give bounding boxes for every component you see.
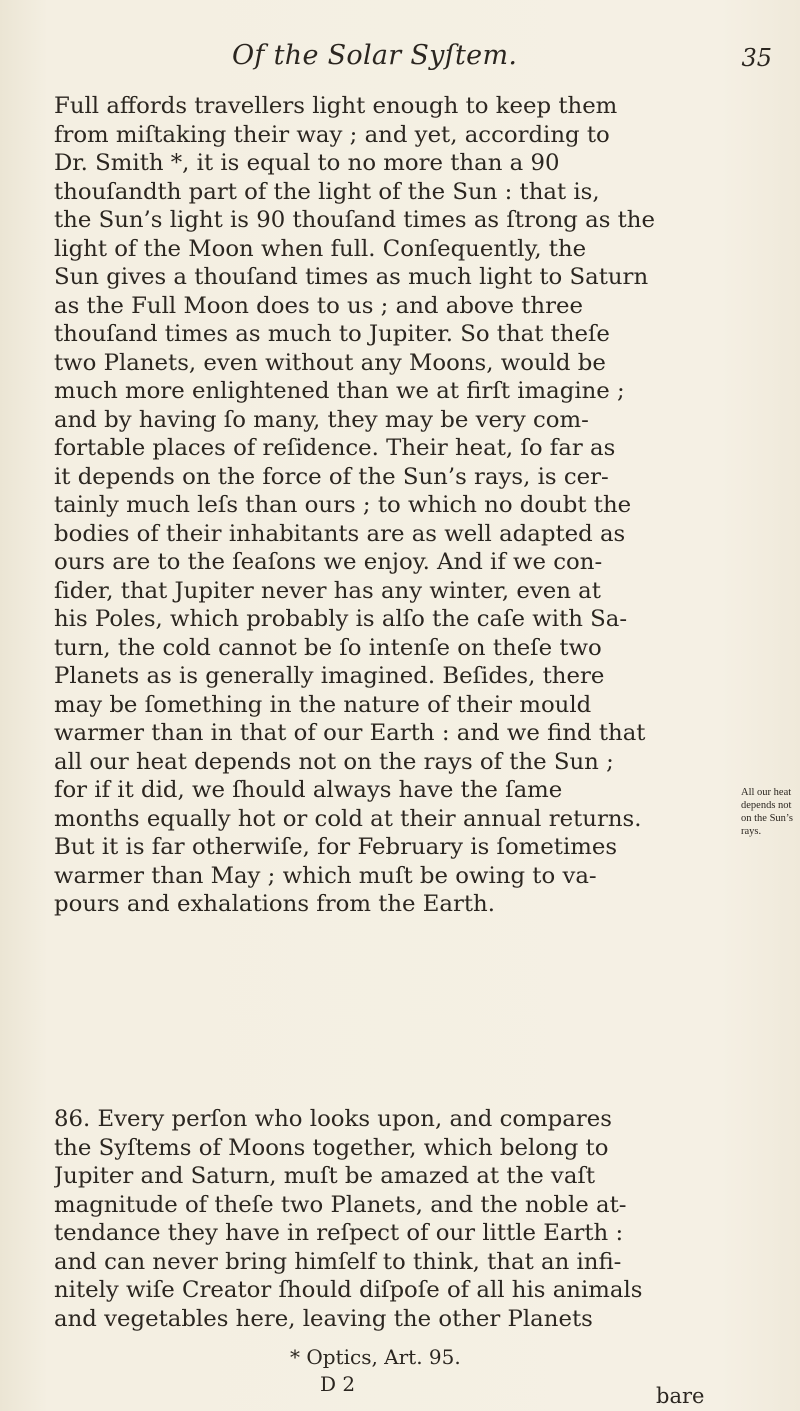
text-line: Jupiter and Saturn, muſt be amazed at the vaſt [54,1163,596,1189]
text-line: two Planets, even without any Moons, would be [54,349,606,376]
text-line: fortable places of reſidence. Their heat, ſo far as [54,435,616,461]
text-line: But it is far otherwiſe, for February is ſometimes [54,834,618,860]
text-line: the Sun’s light is 90 thouſand times as ſtrong as the [54,207,655,233]
text-line: and vegetables here, leaving the other Planets [54,1305,593,1332]
text-line: warmer than May ; which muſt be owing to va- [54,862,597,889]
text-line: his Poles, which probably is alſo the caſe with Sa- [54,606,628,632]
catchword: bare [656,1384,705,1408]
text-line: warmer than in that of our Earth : and we find that [54,720,646,746]
marginal-note [741,786,797,838]
text-line: months equally hot or cold at their annual returns. [54,805,642,832]
paragraph-continuation [54,92,736,919]
text-line: for if it did, we ſhould always have the ſame [54,777,563,803]
text-line: it depends on the force of the Sun’s rays, is cer- [54,463,609,490]
text-line: and by having ſo many, they may be very com- [54,406,589,433]
text-line: the Syſtems of Moons together, which belong to [54,1134,609,1161]
marginal-note-line: on the Sun’s [741,813,793,824]
text-line: light of the Moon when full. Conſequently, the [54,235,587,262]
text-line: much more enlightened than we at firſt imagine ; [54,378,625,404]
text-line: turn, the cold cannot be ſo intenſe on theſe two [54,634,602,661]
text-line: tainly much leſs than ours ; to which no doubt the [54,492,632,518]
text-line: may be ſomething in the nature of their mould [54,691,592,718]
marginal-note-line: All our heat [741,787,792,798]
text-line: and can never bring himſelf to think, that an infi- [54,1248,622,1275]
text-line: ours are to the ſeaſons we enjoy. And if we con- [54,549,603,575]
page-number: 35 [741,44,772,72]
text-line: nitely wiſe Creator ſhould diſpoſe of all his animals [54,1277,643,1303]
text-line: Planets as is generally imagined. Beſides, there [54,663,605,689]
text-line: Full affords travellers light enough to keep them [54,93,618,119]
footnote: * Optics, Art. 95. [290,1345,461,1369]
marginal-note-line: rays. [741,826,762,837]
text-line: Sun gives a thouſand times as much light to Saturn [54,264,649,290]
text-line: magnitude of theſe two Planets, and the noble at- [54,1191,627,1218]
text-line: ſider, that Jupiter never has any winter, even at [54,577,601,604]
signature-mark: D 2 [320,1372,356,1396]
text-line: all our heat depends not on the rays of the Sun ; [54,748,614,775]
text-line: pours and exhalations from the Earth. [54,891,495,917]
text-line: as the Full Moon does to us ; and above three [54,292,583,319]
text-line: bodies of their inhabitants are as well adapted as [54,520,626,547]
paragraph-86 [54,1105,736,1333]
text-line: thouſand times as much to Jupiter. So that theſe [54,321,610,347]
marginal-note-line: depends not [741,800,792,811]
text-line: tendance they have in reſpect of our little Earth : [54,1220,624,1246]
text-line: thouſandth part of the light of the Sun : that is, [54,178,600,205]
text-line: 86. Every perſon who looks upon, and compares [54,1106,612,1132]
text-line: from miſtaking their way ; and yet, according to [54,121,610,148]
text-line: Dr. Smith *, it is equal to no more than a 90 [54,150,560,176]
running-title: Of the Solar Syſtem. [232,40,518,71]
